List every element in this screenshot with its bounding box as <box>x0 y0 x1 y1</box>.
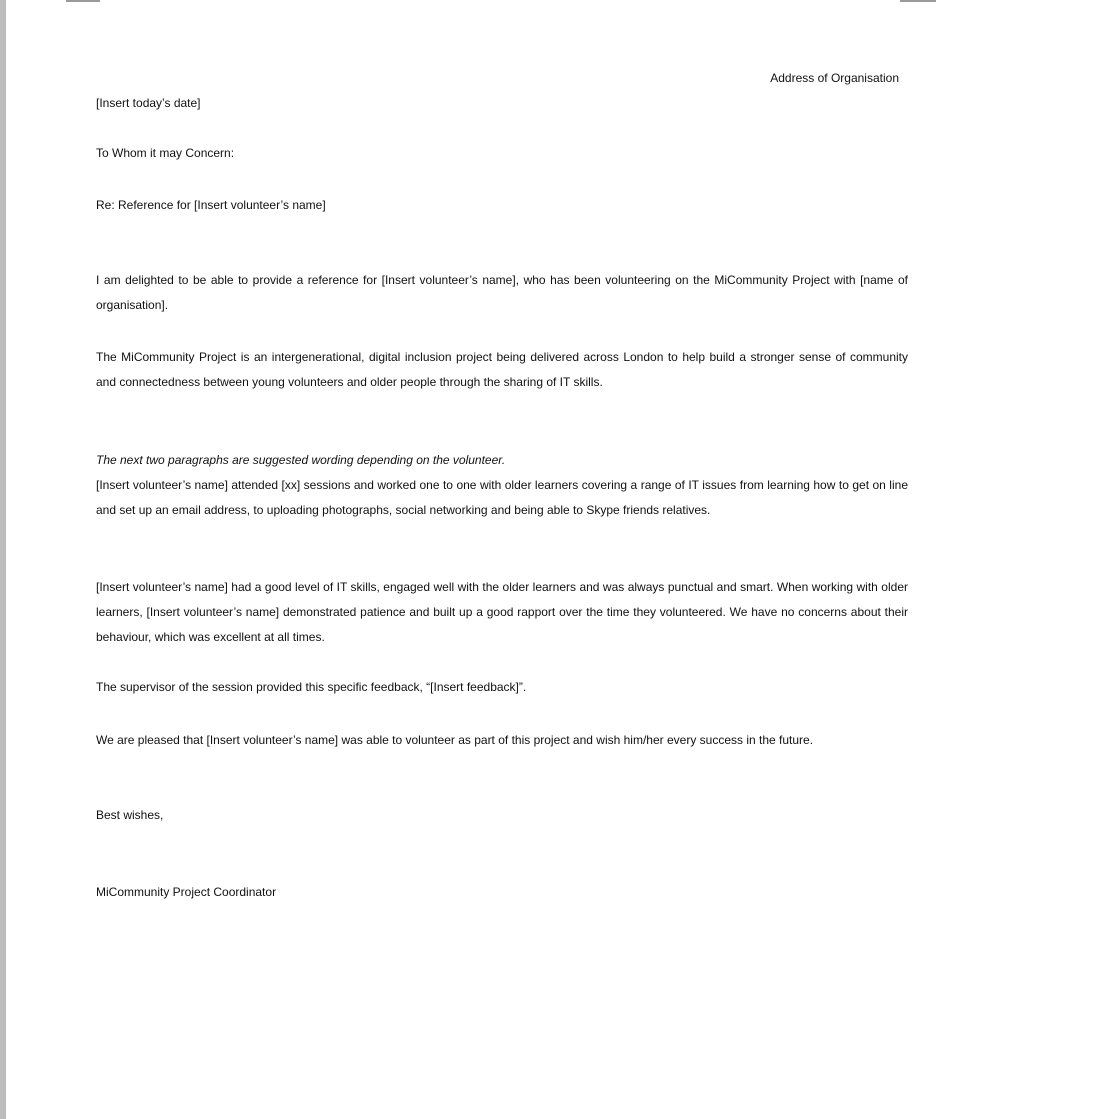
paragraph-sessions: [Insert volunteer’s name] attended [xx] sessions and worked one to one with older learners covering a range of IT issues from learning how to get on line and set up an email address, to uploading photographs, social networking and being able to Skype friends relatives. <box>96 478 908 517</box>
paragraph-feedback: The supervisor of the session provided this specific feedback, “[Insert feedback]”. <box>96 680 527 694</box>
letter-salutation: To Whom it may Concern: <box>96 146 235 160</box>
letter-closing: Best wishes, <box>96 808 164 822</box>
paragraph-project-description: The MiCommunity Project is an intergenerational, digital inclusion project being delivered across London to help build a stronger sense of community and connectedness between young volunteers and older people through the sharing of IT skills. <box>96 350 908 389</box>
letter-subject: Re: Reference for [Insert volunteer’s name] <box>96 198 326 212</box>
organisation-address: Address of Organisation <box>770 71 899 85</box>
paragraph-skills: [Insert volunteer’s name] had a good level of IT skills, engaged well with the older learners and was always punctual and smart. When working with older learners, [Insert volunteer’s name] demonstrated patience and built up a good rapport over the time they volunteered. We have no concerns about their behaviour, which was excellent at all times. <box>96 580 908 644</box>
paragraph-intro: I am delighted to be able to provide a reference for [Insert volunteer’s name], who has been volunteering on the MiCommunity Project with [name of organisation]. <box>96 273 908 312</box>
page-corner-mark-left <box>66 0 100 2</box>
page-corner-mark-right <box>900 0 936 2</box>
letter-date: [Insert today’s date] <box>96 96 201 110</box>
paragraph-closing-wish: We are pleased that [Insert volunteer’s name] was able to volunteer as part of this project and wish him/her every success in the future. <box>96 733 814 747</box>
letter-signature: MiCommunity Project Coordinator <box>96 885 277 899</box>
page-left-border <box>0 0 6 1119</box>
paragraph-guidance-note: The next two paragraphs are suggested wording depending on the volunteer. <box>96 453 506 467</box>
